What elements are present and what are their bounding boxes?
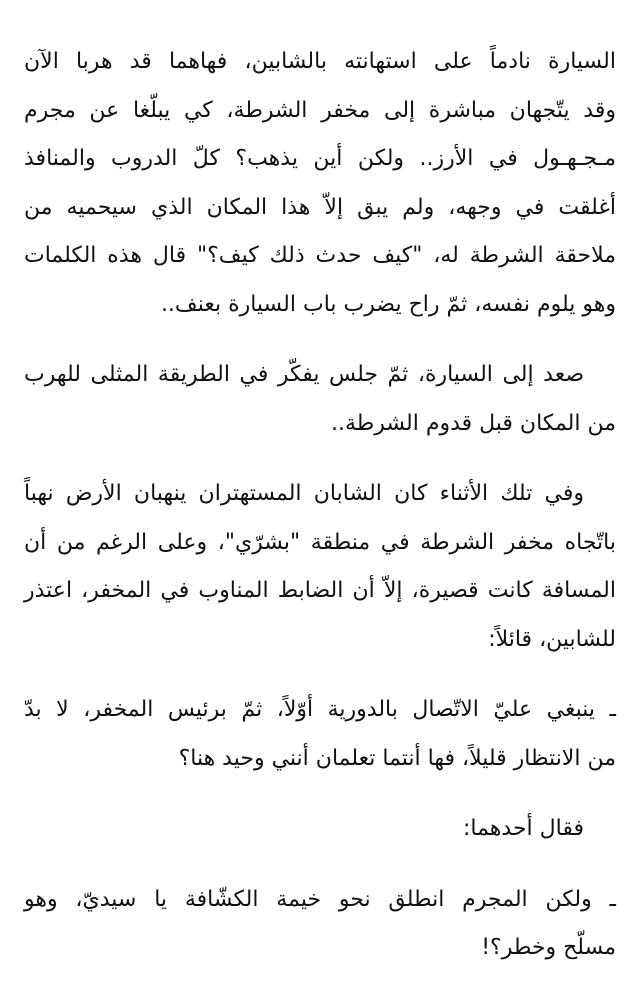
text-line: باتّجاه مخفر الشرطة في منطقة "بشرّي"، وعلى الرغم من أن xyxy=(24,529,616,555)
paragraph-6 xyxy=(24,876,616,973)
text-line: وقد يتّجهان مباشرة إلى مخفر الشرطة، كي يبلّغا عن مجرم xyxy=(24,97,616,123)
paragraph-4 xyxy=(24,686,616,783)
paragraph-gap xyxy=(24,854,616,876)
paragraph-1 xyxy=(24,38,616,329)
paragraph-3 xyxy=(24,470,616,664)
text-line: مـجـهـول في الأرز.. ولكن أين يذهب؟ كلّ الدروب والمنافذ xyxy=(24,146,616,171)
text-line: السيارة نادماً على استهانته بالشابين، فهاهما قد هربا الآن xyxy=(24,49,616,74)
text-line: للشابين، قائلاً: xyxy=(488,626,616,652)
text-line: صعد إلى السيارة، ثمّ جلس يفكّر في الطريقة المثلى للهرب xyxy=(24,362,584,387)
paragraph-2 xyxy=(24,351,616,448)
text-line: وفي تلك الأثناء كان الشابان المستهتران ينهبان الأرض نهباً xyxy=(24,481,584,506)
text-line: وهو يلوم نفسه، ثمّ راح يضرب باب السيارة بعنف.. xyxy=(160,291,616,317)
paragraph-gap xyxy=(24,329,616,351)
book-page xyxy=(24,38,616,973)
text-line: من المكان قبل قدوم الشرطة.. xyxy=(330,410,616,436)
text-line: مسلّح وخطر؟! xyxy=(481,935,616,960)
text-line: ـ ولكن المجرم انطلق نحو خيمة الكشّافة يا سيديّ، وهو xyxy=(24,886,616,912)
paragraph-gap xyxy=(24,664,616,686)
text-line: أغلقت في وجهه، ولم يبق إلاّ هذا المكان الذي سيحميه من xyxy=(24,194,616,220)
text-line: ملاحقة الشرطة له، "كيف حدث ذلك كيف؟" قال هذه الكلمات xyxy=(24,243,616,268)
text-line: ـ ينبغي عليّ الاتّصال بالدورية أوّلاً، ثمّ برئيس المخفر، لا بدّ xyxy=(24,697,616,722)
text-line: من الانتظار قليلاً، فها أنتما تعلمان أنني وحيد هنا؟ xyxy=(178,745,616,771)
paragraph-gap xyxy=(24,448,616,470)
paragraph-5 xyxy=(24,805,616,854)
paragraph-gap xyxy=(24,783,616,805)
text-line: فقال أحدهما: xyxy=(462,816,584,841)
text-line: المسافة كانت قصيرة، إلاّ أن الضابط المناوب في المخفر، اعتذر xyxy=(24,578,616,603)
